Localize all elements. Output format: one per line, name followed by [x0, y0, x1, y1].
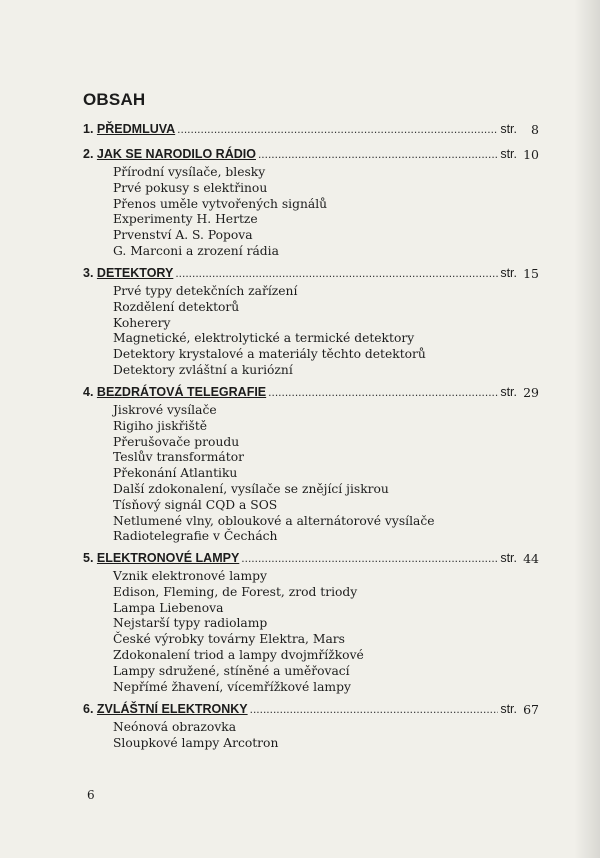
toc-subsection: Překonání Atlantiku — [113, 466, 238, 481]
toc-subsection: Lampy sdružené, stíněné a uměřovací — [113, 663, 350, 678]
dot-leader — [241, 551, 498, 565]
toc-subsection: Lampa Liebenova — [113, 600, 224, 615]
dot-leader — [258, 147, 498, 161]
chapter-page-number: 29 — [523, 385, 539, 400]
chapter-page-number: 15 — [523, 266, 539, 281]
toc-subsection: Sloupkové lampy Arcotron — [113, 735, 279, 750]
page-prefix: str. — [500, 122, 517, 136]
dot-leader — [175, 266, 498, 280]
chapter-heading — [83, 147, 256, 161]
chapter-title-text: ELEKTRONOVÉ LAMPY — [96, 551, 240, 565]
chapter-page-number: 8 — [531, 122, 539, 137]
toc-chapter-6 — [83, 702, 541, 720]
chapter-title-text: DETEKTORY — [96, 266, 174, 280]
toc-subsection: Jiskrové vysílače — [113, 403, 217, 417]
chapter-heading — [83, 385, 266, 399]
page-prefix: str. — [500, 702, 517, 716]
chapter-number: 3. — [83, 266, 94, 280]
chapter-number: 4. — [83, 385, 94, 399]
dot-leader — [177, 122, 498, 136]
chapter-title-text: BEZDRÁTOVÁ TELEGRAFIE — [96, 385, 267, 399]
toc-subsection: Vznik elektronové lampy — [113, 569, 267, 583]
toc-subsection: Prvé typy detekčních zařízení — [113, 284, 298, 298]
chapter-number: 5. — [83, 551, 94, 565]
toc-chapter-4 — [83, 385, 541, 403]
toc-subsection: Tísňový signál CQD a SOS — [113, 497, 278, 512]
chapter-page-number: 10 — [523, 147, 539, 162]
page-prefix: str. — [500, 147, 517, 161]
toc-subsection: Experimenty H. Hertze — [113, 212, 258, 227]
toc-subsection: Prvé pokusy s elektřinou — [113, 180, 268, 195]
chapter-page-number: 44 — [523, 551, 539, 566]
chapter-heading — [83, 122, 175, 136]
chapter-heading — [83, 266, 173, 280]
chapter-number: 2. — [83, 147, 94, 161]
page-number: 6 — [87, 788, 95, 802]
page-prefix: str. — [500, 266, 517, 280]
toc-subsection: Netlumené vlny, obloukové a alternátorové vysílače — [113, 513, 435, 528]
toc-chapter-2 — [83, 147, 541, 165]
chapter-page-number: 67 — [523, 702, 539, 717]
toc-subsection: Radiotelegrafie v Čechách — [113, 529, 278, 544]
dot-leader — [250, 702, 499, 716]
toc-chapter-3 — [83, 266, 541, 284]
chapter-title-text: PŘEDMLUVA — [96, 122, 176, 136]
toc-chapter-5 — [83, 551, 541, 569]
toc-chapter-1 — [83, 122, 541, 140]
toc-subsection: Neónová obrazovka — [113, 720, 237, 734]
toc-subsection: Nejstarší typy radiolamp — [113, 616, 268, 631]
toc-subsection: Koherery — [113, 315, 171, 330]
toc-subsection: České výrobky továrny Elektra, Mars — [113, 632, 345, 647]
toc-subsection: Edison, Fleming, de Forest, zrod triody — [113, 584, 358, 599]
toc-subsection: Teslův transformátor — [113, 450, 244, 465]
page-prefix: str. — [500, 385, 517, 399]
toc-subsection: Přenos uměle vytvořených signálů — [113, 196, 328, 211]
toc-subsection: Detektory zvláštní a kuriózní — [113, 363, 293, 377]
toc-subsection: Rigiho jiskřiště — [113, 418, 208, 433]
chapter-title-text: JAK SE NARODILO RÁDIO — [96, 147, 256, 161]
chapter-number: 1. — [83, 122, 94, 136]
chapter-number: 6. — [83, 702, 94, 716]
toc-subsection: Rozdělení detektorů — [113, 299, 240, 314]
toc-subsection: Přerušovače proudu — [113, 434, 240, 449]
toc-heading: OBSAH — [83, 90, 146, 109]
toc-subsection: Prvenství A. S. Popova — [113, 228, 253, 243]
chapter-title-text: ZVLÁŠTNÍ ELEKTRONKY — [96, 702, 248, 716]
toc-subsection: Další zdokonalení, vysílače se znějící jiskrou — [113, 482, 389, 496]
chapter-heading — [83, 551, 239, 565]
dot-leader — [268, 385, 498, 399]
page-prefix: str. — [500, 551, 517, 565]
toc-subsection: Zdokonalení triod a lampy dvojmřížkové — [113, 648, 364, 662]
toc-subsection: G. Marconi a zrození rádia — [113, 244, 279, 258]
toc-subsection: Detektory krystalové a materiály těchto detektorů — [113, 347, 426, 362]
toc-subsection: Magnetické, elektrolytické a termické detektory — [113, 331, 415, 346]
toc-subsection: Nepřímé žhavení, vícemřížkové lampy — [113, 679, 351, 694]
chapter-heading — [83, 702, 248, 716]
toc-subsection: Přírodní vysílače, blesky — [113, 165, 266, 179]
